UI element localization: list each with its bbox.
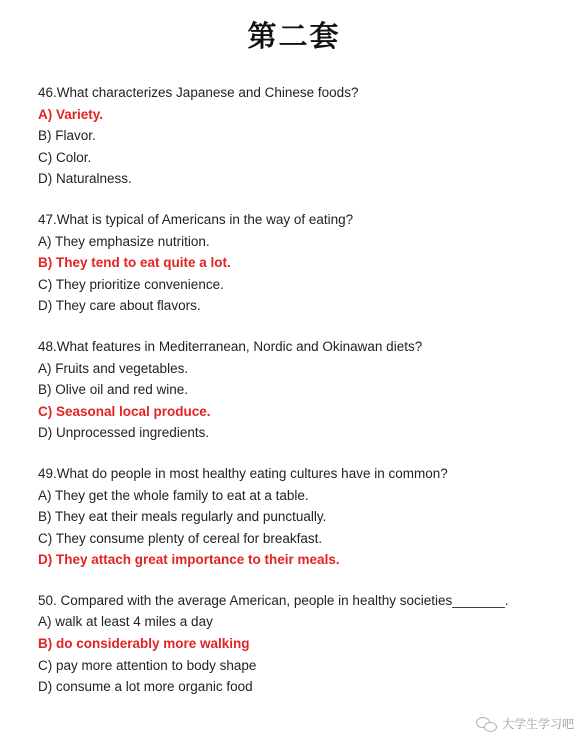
question-49 — [38, 463, 568, 571]
option-d: D) They attach great importance to their meals. — [38, 552, 340, 568]
option-b: B) Flavor. — [38, 128, 96, 144]
question-text: 46.What characterizes Japanese and Chinese foods? — [38, 85, 359, 100]
question-48 — [38, 336, 568, 444]
watermark-text: 大学生学习吧 — [501, 717, 574, 731]
option-a: A) They get the whole family to eat at a table. — [38, 487, 309, 503]
option-c: C) Seasonal local produce. — [38, 403, 211, 419]
question-text: 47.What is typical of Americans in the way of eating? — [38, 211, 354, 227]
option-d: D) Unprocessed ingredients. — [38, 425, 210, 441]
option-d: D) They care about flavors. — [38, 298, 201, 314]
question-list — [38, 82, 568, 717]
question-text: 48.What features in Mediterranean, Nordic and Okinawan diets? — [38, 338, 423, 354]
question-47 — [38, 209, 568, 317]
watermark — [476, 715, 574, 732]
page-title: 第二套 — [247, 19, 341, 53]
option-b: B) They eat their meals regularly and punctually. — [38, 509, 327, 525]
wechat-icon — [476, 716, 498, 732]
option-b: B) do considerably more walking — [38, 636, 250, 652]
option-c: C) Color. — [38, 149, 92, 165]
option-c: C) They prioritize convenience. — [38, 276, 224, 292]
question-text: 50. Compared with the average American, people in healthy societies_______. — [38, 592, 509, 608]
option-b: B) They tend to eat quite a lot. — [38, 255, 231, 271]
option-a: A) Fruits and vegetables. — [38, 360, 189, 376]
question-46 — [38, 82, 568, 190]
option-a: A) They emphasize nutrition. — [38, 233, 210, 249]
question-text: 49.What do people in most healthy eating cultures have in common? — [38, 465, 448, 481]
option-a: A) walk at least 4 miles a day — [38, 614, 213, 630]
option-c: C) pay more attention to body shape — [38, 657, 257, 673]
option-d: D) consume a lot more organic food — [38, 679, 253, 695]
option-b: B) Olive oil and red wine. — [38, 382, 189, 398]
option-c: C) They consume plenty of cereal for breakfast. — [38, 530, 323, 546]
option-a: A) Variety. — [38, 106, 104, 122]
question-50 — [38, 590, 568, 698]
option-d: D) Naturalness. — [38, 171, 132, 187]
